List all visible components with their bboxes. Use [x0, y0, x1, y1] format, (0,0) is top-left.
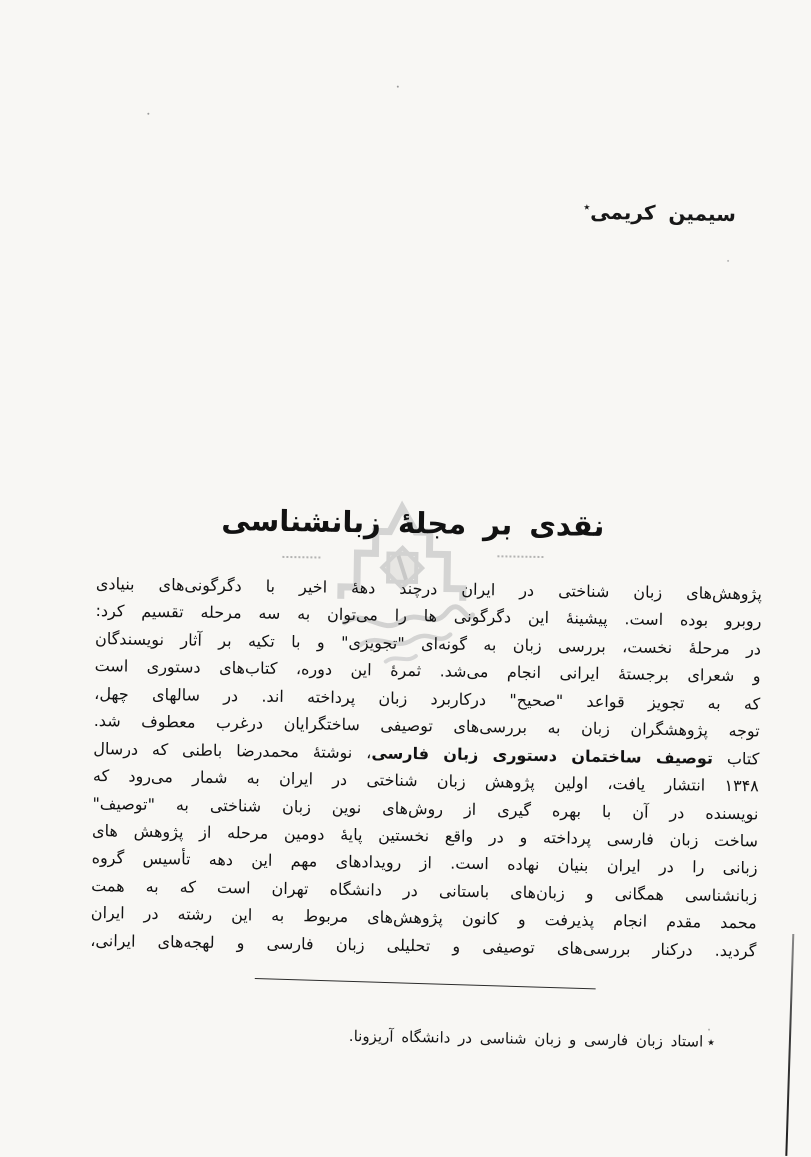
- article-body: [90, 570, 762, 965]
- body-line-text: محمد مقدم انجام پذیرفت و کانون پژوهش‌های مربوط به این رشته در ایران: [90, 903, 757, 933]
- scan-speck: [397, 86, 399, 88]
- body-line-text: ۱۳۴۸ انتشار یافت، اولین پژوهش زبان شناختی در ایران به شمار می‌رود که: [92, 766, 760, 796]
- body-line-text: پژوهش‌های زبان شناختی در ایران درچند دهۀ اخیر با دگرگونی‌های بنیادی: [95, 573, 763, 604]
- book-title: توصیف ساختمان دستوری زبان فارسی: [371, 742, 714, 768]
- body-line-text: و شعرای برجستۀ ایرانی انجام می‌شد. ثمرۀ این دوره، کتاب‌های دستوری است: [94, 656, 761, 686]
- body-line-text: زبانی را در ایران بنیان نهاده است. از رویدادهای مهم این دهه تأسیس گروه: [91, 848, 758, 878]
- body-line-text: روبرو بوده است. پیشینۀ این دگرگونی ها را می‌توان به سه مرحله تقسیم کرد:: [95, 601, 762, 631]
- body-line-text: زبانشناسی همگانی و زبان‌های باستانی در دانشگاه تهران است که به همت: [91, 875, 758, 906]
- scan-noise-dash: [497, 555, 543, 558]
- scan-speck: [727, 260, 729, 262]
- article-title: نقدی بر مجلۀ زبانشناسی: [221, 502, 605, 543]
- footnote: [349, 1027, 715, 1051]
- author-name-text: سیمین کریمی: [590, 199, 737, 227]
- body-line-text: گردید. درکنار بررسی‌های توصیفی و تحلیلی زبان فارسی و لهجه‌های ایرانی،: [90, 930, 757, 961]
- footnote-marker-icon: ٭: [707, 1034, 715, 1051]
- scan-speck: [147, 113, 149, 115]
- scan-noise-dash: [282, 556, 320, 559]
- body-line-text: ، نوشتۀ محمدرضا باطنی که درسال: [93, 738, 372, 762]
- body-line-text: کتاب: [712, 748, 760, 769]
- scan-edge-artifact: [785, 934, 794, 1156]
- footnote-text: استاد زبان فارسی و زبان شناسی در دانشگاه آریزونا.: [348, 1027, 704, 1051]
- author-name: [583, 200, 736, 226]
- author-footnote-marker-icon: ٭: [583, 199, 591, 216]
- scan-speck: [708, 1029, 710, 1031]
- body-line-text: ساخت زبان فارسی پرداخته و در واقع نخستین پایۀ دومین مرحله از پژوهش های: [91, 820, 759, 851]
- body-line-text: نویسنده در آن با بهره گیری از روش‌های نوین زبان شناختی به "توصیف": [92, 793, 759, 823]
- footnote-separator-rule: [255, 978, 596, 989]
- body-line-text: در مرحلۀ نخست، بررسی زبان به گونه‌ای "تجویزی" و با تکیه بر آثار نویسندگان: [94, 628, 762, 659]
- body-line-text: توجه پژوهشگران زبان به بررسی‌های توصیفی ساختگرایان درغرب معطوف شد.: [93, 711, 760, 741]
- body-line-text: که به تجویز قواعد "صحیح" درکاربرد زبان پرداخته اند. در سالهای چهل،: [94, 683, 761, 714]
